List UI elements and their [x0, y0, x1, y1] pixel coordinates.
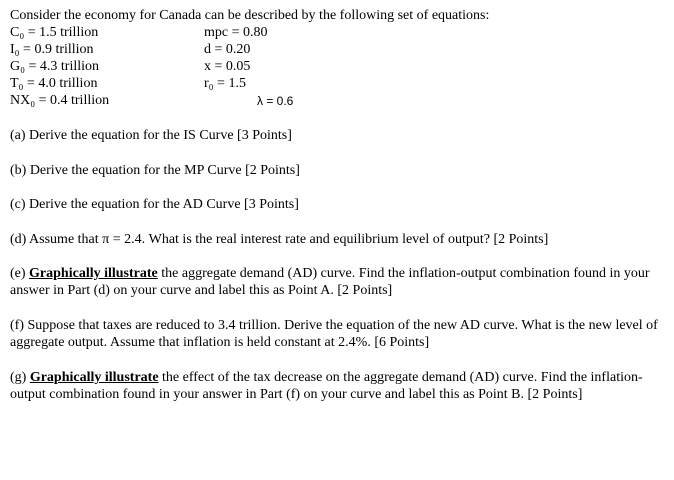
param-nx0: NX₀ = 0.4 trillion — [10, 93, 110, 108]
question-g-text: the effect of the tax decrease on the aggregate demand (AD) curve. Find the inflation-output combination found in your answer in Part (f) on your curve and label this as Point B. [2 Points] — [10, 370, 643, 402]
param-i0: I₀ = 0.9 trillion — [10, 42, 94, 57]
param-t0: T₀ = 4.0 trillion — [10, 76, 98, 91]
intro-text: Consider the economy for Canada can be described by the following set of equations: — [10, 8, 490, 23]
question-g-emphasis: Graphically illustrate — [29, 370, 159, 385]
question-c: (c) Derive the equation for the AD Curve [3 Points] — [10, 197, 299, 212]
question-e-emphasis: Graphically illustrate — [29, 266, 158, 281]
question-b: (b) Derive the equation for the MP Curve [2 Points] — [10, 163, 300, 178]
question-e — [10, 265, 660, 299]
question-e-text: the aggregate demand (AD) curve. Find the inflation-output combination found in your answer in Part (d) on your curve and label this as Point A. [2 Points] — [10, 266, 650, 298]
param-lambda: λ = 0.6 — [257, 94, 294, 108]
question-e-label: (e) — [10, 266, 30, 281]
question-f: (f) Suppose that taxes are reduced to 3.4 trillion. Derive the equation of the new AD curve. What is the new level of aggregate output. Assume that inflation is held constant at 2.4%. [6 Points] — [10, 318, 658, 350]
question-g-label: (g) — [10, 370, 30, 385]
param-mpc: mpc = 0.80 — [204, 25, 268, 40]
param-x: x = 0.05 — [204, 59, 251, 74]
question-d: (d) Assume that π = 2.4. What is the real interest rate and equilibrium level of output? [2 Points] — [10, 232, 549, 247]
param-r0: r₀ = 1.5 — [204, 76, 246, 91]
param-g0: G₀ = 4.3 trillion — [10, 59, 99, 74]
question-a: (a) Derive the equation for the IS Curve [3 Points] — [10, 128, 292, 143]
param-c0: C₀ = 1.5 trillion — [10, 25, 99, 40]
question-g — [10, 369, 660, 403]
param-d: d = 0.20 — [204, 42, 251, 57]
